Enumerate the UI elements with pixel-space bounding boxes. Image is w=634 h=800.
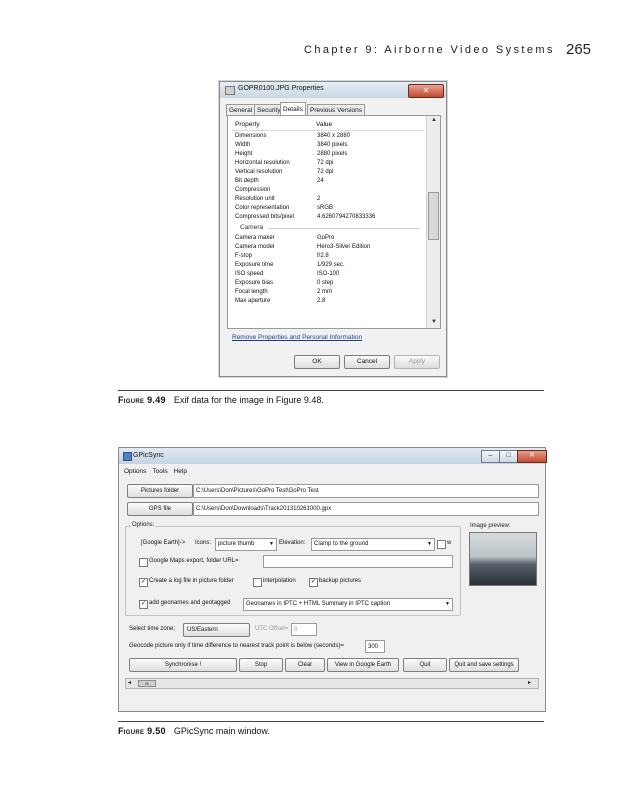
caption-text: Exif data for the image in Figure 9.48. [173, 395, 324, 405]
gps-path-field[interactable]: C:\Users\Don\Downloads\Track201310261000.gpx [193, 502, 539, 516]
tab-general[interactable]: General [226, 104, 255, 116]
figure-rule [118, 390, 544, 391]
horizontal-scrollbar[interactable] [125, 678, 539, 689]
page-number: 265 [566, 41, 592, 58]
cancel-button[interactable]: Cancel [344, 355, 390, 369]
elevation-label: Elevation: [279, 540, 306, 546]
maximize-icon[interactable]: □ [499, 450, 518, 463]
geocode-seconds-field[interactable]: 300 [365, 640, 385, 653]
chevron-down-icon: ▼ [445, 601, 450, 607]
section-camera: Camera [240, 224, 264, 231]
property-value: ISO-100 [317, 271, 340, 277]
menu-bar [124, 468, 193, 475]
quit-and-save-button[interactable]: Quit and save settings [449, 658, 519, 672]
image-preview [469, 532, 537, 586]
figure-rule [118, 721, 544, 722]
property-value: sRGB [317, 205, 334, 211]
minimize-icon[interactable]: – [481, 450, 500, 463]
ok-button[interactable]: OK [294, 355, 340, 369]
pictures-path-field[interactable]: C:\Users\Don\Pictures\GoPro Test\GoPro Test [193, 484, 539, 498]
menu-tools[interactable]: Tools [152, 468, 168, 475]
scroll-thumb[interactable] [428, 192, 439, 240]
property-name: Focal length [235, 289, 268, 295]
property-value: 2.8 [317, 298, 326, 304]
log-file-checkbox[interactable]: ✓ [140, 579, 147, 585]
gpicsync-window [118, 447, 546, 712]
dialog-title: GOPR0100.JPG Properties [238, 85, 324, 92]
tab-details[interactable]: Details [280, 102, 306, 116]
view-in-google-earth-button[interactable]: View in Google Earth [327, 658, 399, 672]
maps-export-label: Google Maps export, folder URL= [149, 558, 239, 564]
time-zone-label: Select time zone: [129, 626, 176, 632]
w-checkbox[interactable] [437, 540, 446, 549]
apply-button[interactable]: Apply [394, 355, 440, 369]
utc-offset-label: UTC Offset= [255, 626, 289, 632]
time-zone-button[interactable]: US/Eastern [183, 623, 250, 637]
property-value: 72 dpi [317, 169, 334, 175]
chevron-down-icon: ▼ [427, 541, 432, 547]
caption-label: Figure 9.49 [118, 395, 166, 405]
property-value: 1/929 sec. [317, 262, 345, 268]
property-name: Color representation [235, 205, 290, 211]
options-label: Options: [132, 522, 155, 528]
icons-label: Icons: [195, 540, 212, 546]
property-name: Exposure bias [235, 280, 274, 286]
property-name: Max aperture [235, 298, 271, 304]
stop-button[interactable]: Stop [239, 658, 283, 672]
tab-previous-versions[interactable]: Previous Versions [307, 104, 365, 116]
property-name: ISO speed [235, 271, 264, 277]
google-earth-label: [Google Earth]-> [141, 540, 186, 546]
property-value: 24 [317, 178, 324, 184]
maps-url-field[interactable] [263, 555, 453, 568]
quit-button[interactable]: Quit [403, 658, 447, 672]
section-divider [268, 228, 420, 229]
caption-text: GPicSync main window. [173, 726, 270, 736]
elevation-select[interactable] [311, 538, 435, 551]
property-value: 2 mm [317, 289, 332, 295]
log-file-label: Create a log file in picture folder [149, 578, 234, 584]
close-icon[interactable]: ✕ [517, 450, 547, 463]
header-divider [232, 130, 424, 131]
property-name: Resolution unit [235, 196, 275, 202]
interpolation-checkbox[interactable] [253, 578, 262, 587]
property-name: Compressed bits/pixel [235, 214, 295, 220]
property-name: Bit depth [235, 178, 259, 184]
property-name: Compression [235, 187, 271, 193]
utc-offset-field[interactable]: 0 [291, 623, 317, 636]
icons-value: picture thumb [218, 541, 255, 547]
geonames-checkbox[interactable]: ✓ [140, 601, 147, 607]
maps-export-checkbox[interactable] [139, 558, 148, 567]
scroll-thumb[interactable]: III [138, 680, 156, 687]
property-value: 2880 pixels [317, 151, 348, 157]
scroll-up-arrow-icon[interactable]: ▲ [431, 117, 437, 123]
geonames-select[interactable] [243, 598, 453, 611]
property-name: Width [235, 142, 251, 148]
property-value: 3840 x 2880 [317, 133, 351, 139]
backup-label: backup pictures [319, 578, 362, 584]
file-icon [225, 86, 235, 95]
geonames-value: Geonames in IPTC + HTML Summary in IPTC caption [246, 601, 390, 607]
property-name: Camera model [235, 244, 275, 250]
property-value: 0 step [317, 280, 334, 286]
property-name: Vertical resolution [235, 169, 283, 175]
menu-options[interactable]: Options [124, 468, 147, 475]
property-name: Height [235, 151, 253, 157]
property-value: 3840 pixels [317, 142, 348, 148]
property-value: 4.6260794270833336 [317, 214, 376, 220]
running-head: Chapter 9: Airborne Video Systems [304, 44, 555, 56]
app-icon [123, 452, 132, 461]
icons-select[interactable] [215, 538, 277, 551]
column-property[interactable]: Property [235, 121, 260, 128]
interpolation-label: interpolation [263, 578, 296, 584]
column-value[interactable]: Value [316, 121, 333, 128]
property-name: Camera maker [235, 235, 275, 241]
scroll-left-arrow-icon[interactable]: ◂ [128, 680, 132, 686]
menu-help[interactable]: Help [173, 468, 187, 475]
property-list[interactable] [227, 115, 441, 329]
property-name: Dimensions [235, 133, 267, 139]
w-label: w [447, 540, 452, 546]
property-value: Hero3-Silver Edition [317, 244, 371, 250]
property-value: GoPro [317, 235, 335, 241]
properties-dialog [219, 81, 447, 377]
image-preview-label: Image preview: [470, 523, 511, 529]
synchronise-button[interactable]: Synchronise ! [129, 658, 237, 672]
tab-security[interactable]: Security [254, 104, 283, 116]
property-name: Horizontal resolution [235, 160, 290, 166]
clear-button[interactable]: Clear [285, 658, 325, 672]
window-title: GPicSync [133, 452, 164, 459]
elevation-value: Clamp to the ground [314, 541, 369, 547]
property-value: 2 [317, 196, 321, 202]
caption-label: Figure 9.50 [118, 726, 166, 736]
chevron-down-icon: ▼ [269, 541, 274, 547]
figure-caption-9-49 [118, 395, 324, 405]
geonames-label: add geonames and geotagged [149, 600, 231, 606]
geocode-label: Geocode picture only if time difference to nearest track point is below (seconds)= [129, 643, 344, 649]
scroll-down-arrow-icon[interactable]: ▼ [431, 319, 437, 325]
remove-properties-link[interactable]: Remove Properties and Personal Information [232, 334, 363, 341]
gps-file-button[interactable]: GPS file [127, 502, 193, 516]
scroll-right-arrow-icon[interactable]: ▸ [528, 680, 532, 686]
property-name: F-stop [235, 253, 253, 259]
property-name: Exposure time [235, 262, 274, 268]
figure-caption-9-50 [118, 726, 270, 736]
property-value: f/2.8 [317, 253, 329, 259]
dialog-close-button[interactable]: ✕ [408, 84, 444, 98]
pictures-folder-button[interactable]: Pictures folder [127, 484, 193, 498]
property-value: 72 dpi [317, 160, 334, 166]
backup-checkbox[interactable]: ✓ [310, 579, 317, 585]
